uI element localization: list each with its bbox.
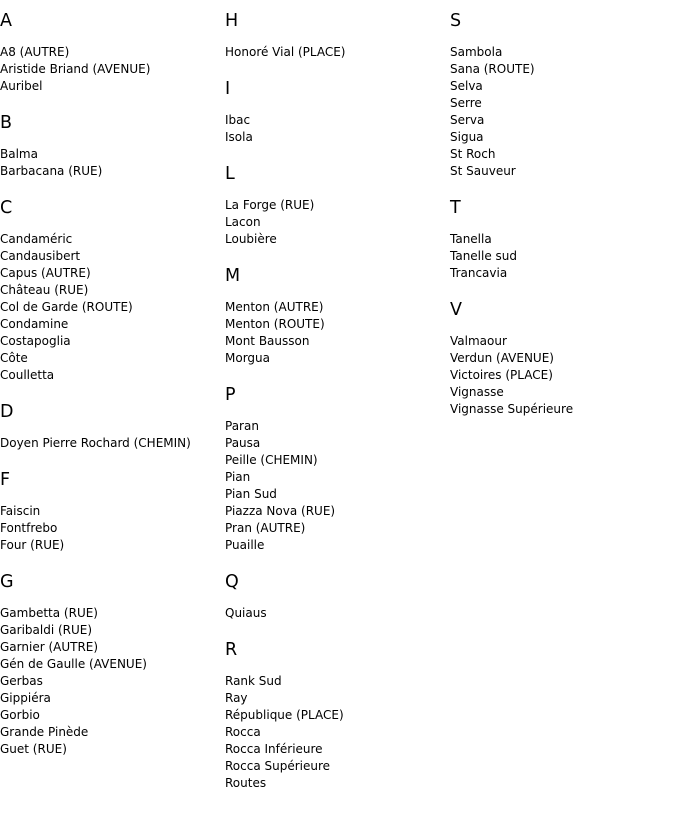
street-link[interactable]: Rank Sud <box>225 674 282 688</box>
letter-group-h <box>225 8 445 61</box>
letter-group-r <box>225 637 445 792</box>
street-link[interactable]: Paran <box>225 419 259 433</box>
letter-heading: L <box>225 164 235 184</box>
street-link[interactable]: Guet (RUE) <box>0 742 67 756</box>
street-link[interactable]: Selva <box>450 79 483 93</box>
street-link[interactable]: Victoires (PLACE) <box>450 368 553 382</box>
street-link[interactable]: Grande Pinède <box>0 725 89 739</box>
street-link[interactable]: Rocca Inférieure <box>225 742 323 756</box>
street-link[interactable]: Garnier (AUTRE) <box>0 640 99 654</box>
street-link[interactable]: Lacon <box>225 215 261 229</box>
letter-heading: C <box>0 198 13 218</box>
letter-group-a <box>0 8 220 95</box>
letter-group-t <box>450 195 670 282</box>
street-link[interactable]: Candaméric <box>0 232 73 246</box>
street-link[interactable]: Ibac <box>225 113 251 127</box>
street-link[interactable]: Routes <box>225 776 267 790</box>
street-link[interactable]: Pausa <box>225 436 261 450</box>
street-link[interactable]: Serva <box>450 113 485 127</box>
street-link[interactable]: Honoré Vial (PLACE) <box>225 45 346 59</box>
letter-group-q <box>225 569 445 622</box>
street-link[interactable]: Garibaldi (RUE) <box>0 623 93 637</box>
letter-group-s <box>450 8 670 180</box>
street-link[interactable]: Condamine <box>0 317 69 331</box>
street-link[interactable]: Gerbas <box>0 674 43 688</box>
street-link[interactable]: Côte <box>0 351 28 365</box>
street-link[interactable]: Gorbio <box>0 708 40 722</box>
street-link[interactable]: Rocca Supérieure <box>225 759 331 773</box>
street-link[interactable]: Puaille <box>225 538 265 552</box>
street-link[interactable]: Quiaus <box>225 606 267 620</box>
street-link[interactable]: St Sauveur <box>450 164 516 178</box>
letter-group-b <box>0 110 220 180</box>
letter-heading: H <box>225 11 239 31</box>
street-link[interactable]: Menton (AUTRE) <box>225 300 324 314</box>
street-link[interactable]: Pian <box>225 470 251 484</box>
street-link[interactable]: Vignasse Supérieure <box>450 402 574 416</box>
letter-heading: R <box>225 640 238 660</box>
street-link[interactable]: Candausibert <box>0 249 81 263</box>
street-index-column-2 <box>225 8 445 807</box>
street-link[interactable]: Peille (CHEMIN) <box>225 453 318 467</box>
street-link[interactable]: Fontfrebo <box>0 521 58 535</box>
letter-heading: Q <box>225 572 239 592</box>
letter-heading: A <box>0 11 12 31</box>
street-link[interactable]: Coulletta <box>0 368 55 382</box>
street-link[interactable]: Barbacana (RUE) <box>0 164 103 178</box>
street-link[interactable]: Rocca <box>225 725 261 739</box>
street-link[interactable]: Tanella <box>450 232 492 246</box>
street-link[interactable]: Auribel <box>0 79 43 93</box>
street-link[interactable]: Piazza Nova (RUE) <box>225 504 336 518</box>
street-index-column-1 <box>0 8 220 773</box>
street-index-column-3 <box>450 8 670 433</box>
street-link[interactable]: Sambola <box>450 45 503 59</box>
street-link[interactable]: Doyen Pierre Rochard (CHEMIN) <box>0 436 191 450</box>
letter-group-m <box>225 263 445 367</box>
street-link[interactable]: Pian Sud <box>225 487 277 501</box>
street-link[interactable]: Trancavia <box>450 266 508 280</box>
letter-heading: S <box>450 11 462 31</box>
street-link[interactable]: Pran (AUTRE) <box>225 521 306 535</box>
street-link[interactable]: La Forge (RUE) <box>225 198 315 212</box>
street-link[interactable]: Faiscin <box>0 504 41 518</box>
street-link[interactable]: Menton (ROUTE) <box>225 317 325 331</box>
street-link[interactable]: Isola <box>225 130 253 144</box>
street-link[interactable]: Costapoglia <box>0 334 71 348</box>
street-link[interactable]: Capus (AUTRE) <box>0 266 91 280</box>
letter-heading: D <box>0 402 14 422</box>
street-link[interactable]: Château (RUE) <box>0 283 89 297</box>
street-link[interactable]: République (PLACE) <box>225 708 344 722</box>
street-link[interactable]: Mont Bausson <box>225 334 310 348</box>
street-link[interactable]: Valmaour <box>450 334 507 348</box>
street-link[interactable]: Col de Garde (ROUTE) <box>0 300 133 314</box>
street-link[interactable]: Tanelle sud <box>450 249 518 263</box>
letter-heading: B <box>0 113 13 133</box>
street-link[interactable]: Vignasse <box>450 385 504 399</box>
letter-group-c <box>0 195 220 384</box>
street-link[interactable]: Gén de Gaulle (AVENUE) <box>0 657 147 671</box>
street-link[interactable]: Morgua <box>225 351 270 365</box>
street-link[interactable]: Loubière <box>225 232 277 246</box>
letter-heading: M <box>225 266 241 286</box>
letter-group-i <box>225 76 445 146</box>
letter-group-g <box>0 569 220 758</box>
letter-group-v <box>450 297 670 418</box>
letter-heading: P <box>225 385 236 405</box>
street-link[interactable]: Gippiéra <box>0 691 51 705</box>
street-link[interactable]: St Roch <box>450 147 496 161</box>
letter-heading: T <box>450 198 461 218</box>
street-link[interactable]: Serre <box>450 96 482 110</box>
street-link[interactable]: Verdun (AVENUE) <box>450 351 554 365</box>
letter-heading: I <box>225 79 231 99</box>
letter-heading: V <box>450 300 462 320</box>
street-link[interactable]: Gambetta (RUE) <box>0 606 98 620</box>
letter-group-d <box>0 399 220 452</box>
letter-heading: F <box>0 470 11 490</box>
street-link[interactable]: Balma <box>0 147 38 161</box>
street-link[interactable]: Sigua <box>450 130 484 144</box>
street-link[interactable]: Ray <box>225 691 248 705</box>
letter-group-f <box>0 467 220 554</box>
letter-heading: G <box>0 572 14 592</box>
street-link[interactable]: Four (RUE) <box>0 538 65 552</box>
letter-group-p <box>225 382 445 554</box>
letter-group-l <box>225 161 445 248</box>
street-link[interactable]: Aristide Briand (AVENUE) <box>0 62 151 76</box>
street-link[interactable]: A8 (AUTRE) <box>0 45 70 59</box>
street-link[interactable]: Sana (ROUTE) <box>450 62 535 76</box>
